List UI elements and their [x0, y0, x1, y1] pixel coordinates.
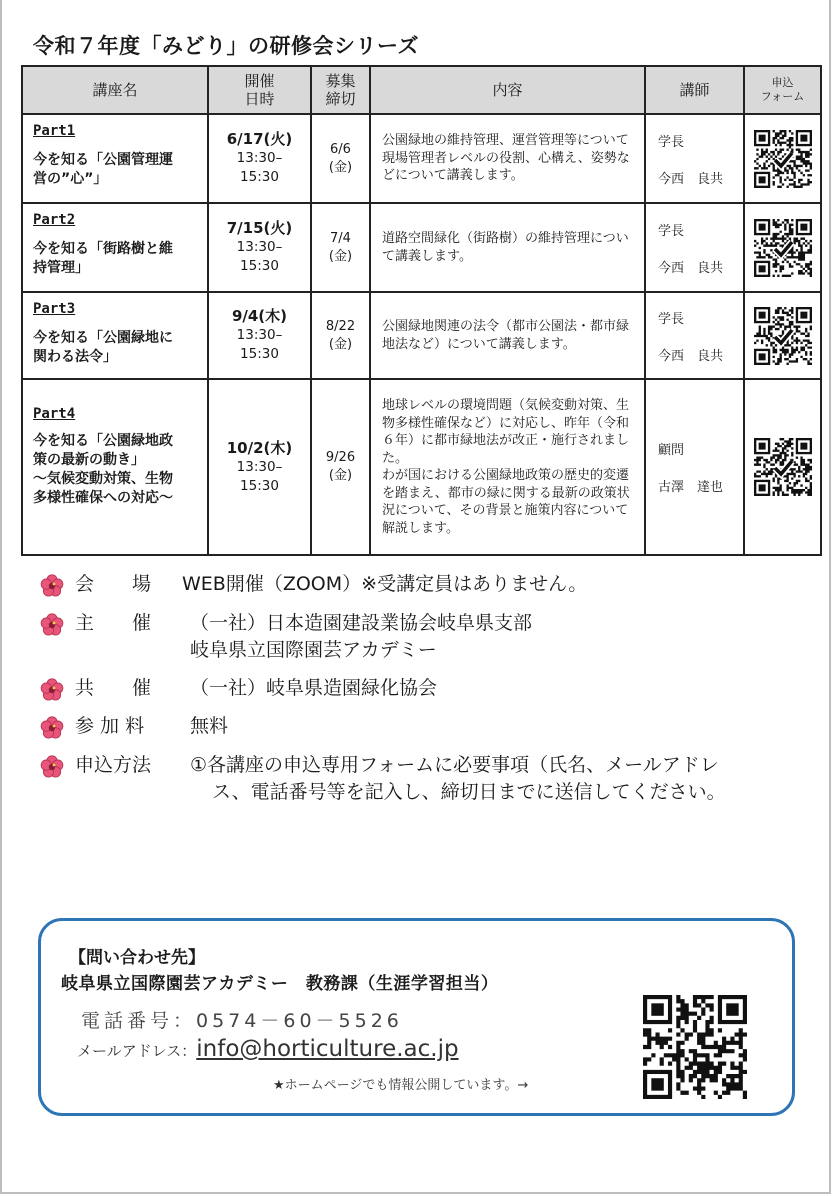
venue-label: 会 場: [75, 573, 152, 595]
course-datetime: 9/4(木) 13:30– 15:30: [208, 292, 311, 379]
page-title: 令和７年度「みどり」の研修会シリーズ: [33, 34, 419, 58]
apply-value: ①各講座の申込専用フォームに必要事項（氏名、メールアドレ ス、電話番号等を記入し、締切日までに送信してください。: [190, 754, 726, 803]
course-content: 道路空間緑化（街路樹）の維持管理について講義します。: [370, 203, 645, 292]
course-content: 公園緑地関連の法令（都市公園法・都市緑地法など）について講義します。: [370, 292, 645, 379]
table-row: [22, 203, 821, 292]
table-row: [22, 379, 821, 555]
fee-value: 無料: [190, 715, 229, 737]
qr-code-icon[interactable]: [754, 219, 812, 277]
seminar-table: [21, 65, 822, 556]
course-name: [22, 379, 208, 555]
header-course: 講座名: [22, 66, 208, 114]
lecturer: 学長 今西 良共: [645, 203, 744, 292]
email-link[interactable]: info@horticulture.ac.jp: [196, 1036, 459, 1062]
part-label: Part2: [33, 212, 76, 228]
hibiscus-icon: [40, 716, 64, 740]
table-row: [22, 114, 821, 203]
lecturer: 学長 今西 良共: [645, 292, 744, 379]
contact-heading: 【問い合わせ先】: [69, 948, 205, 968]
course-title: 今を知る「公園管理運 営の”心”」: [33, 152, 173, 187]
course-datetime: 10/2(木) 13:30– 15:30: [208, 379, 311, 555]
application-deadline: 6/6 (金): [311, 114, 370, 203]
contact-email: [77, 1036, 459, 1062]
application-form-qr[interactable]: [744, 292, 821, 379]
hibiscus-icon: [40, 755, 64, 779]
host-value: （一社）日本造園建設業協会岐阜県支部 岐阜県立国際園芸アカデミー: [190, 612, 533, 661]
course-datetime: 7/15(火) 13:30– 15:30: [208, 203, 311, 292]
lecturer: 顧問 古澤 達也: [645, 379, 744, 555]
hibiscus-icon: [40, 574, 64, 598]
course-datetime: 6/17(火) 13:30– 15:30: [208, 114, 311, 203]
qr-code-icon[interactable]: [643, 995, 747, 1099]
application-form-qr[interactable]: [744, 114, 821, 203]
course-title: 今を知る「街路樹と維 持管理」: [33, 241, 173, 276]
course-title: 今を知る「公園緑地政 策の最新の動き」 ～気候変動対策、生物 多様性確保への対応～: [33, 433, 173, 506]
host-label: 主 催: [75, 612, 152, 634]
part-label: Part4: [33, 406, 76, 422]
fee-label: 参 加 料: [75, 715, 145, 737]
course-name: [22, 114, 208, 203]
application-form-qr[interactable]: [744, 203, 821, 292]
application-deadline: 7/4 (金): [311, 203, 370, 292]
course-name: [22, 292, 208, 379]
cohost-label: 共 催: [75, 677, 152, 699]
header-lecturer: 講師: [645, 66, 744, 114]
hibiscus-icon: [40, 613, 64, 637]
qr-code-icon[interactable]: [754, 307, 812, 365]
cohost-value: （一社）岐阜県造園緑化協会: [190, 677, 438, 699]
contact-box: [38, 918, 795, 1116]
table-row: [22, 292, 821, 379]
application-deadline: 9/26 (金): [311, 379, 370, 555]
course-title: 今を知る「公園緑地に 関わる法令」: [33, 330, 173, 365]
homepage-note: ★ホームページでも情報公開しています。→: [273, 1078, 529, 1093]
course-content: 公園緑地の維持管理、運営管理等について現場管理者レベルの役割、心構え、姿勢などについて講義します。: [370, 114, 645, 203]
table-header-row: [22, 66, 821, 114]
email-label: メールアドレス：: [77, 1042, 197, 1060]
course-content: 地球レベルの環境問題（気候変動対策、生物多様性確保など）に対応し、昨年（令和６年）に都市緑地法が改正・施行されました。 わが国における公園緑地政策の歴史的変遷を踏まえ、都市の緑に関する最新の政策状況について、その背景と施策内容について解説します。: [370, 379, 645, 555]
lecturer: 学長 今西 良共: [645, 114, 744, 203]
header-content: 内容: [370, 66, 645, 114]
part-label: Part1: [33, 123, 76, 139]
application-deadline: 8/22 (金): [311, 292, 370, 379]
hibiscus-icon: [40, 678, 64, 702]
header-form: 申込 フォーム: [744, 66, 821, 114]
apply-label: 申込方法: [75, 754, 152, 776]
part-label: Part3: [33, 301, 76, 317]
header-date: 開催 日時: [208, 66, 311, 114]
qr-code-icon[interactable]: [754, 438, 812, 496]
venue-value: WEB開催（ZOOM）※受講定員はありません。: [182, 573, 588, 595]
contact-phone: 電話番号：0574－60－5526: [81, 1010, 403, 1032]
header-close: 募集 締切: [311, 66, 370, 114]
qr-code-icon[interactable]: [754, 130, 812, 188]
course-name: [22, 203, 208, 292]
contact-org: 岐阜県立国際園芸アカデミー 教務課（生涯学習担当）: [61, 974, 499, 994]
application-form-qr[interactable]: [744, 379, 821, 555]
